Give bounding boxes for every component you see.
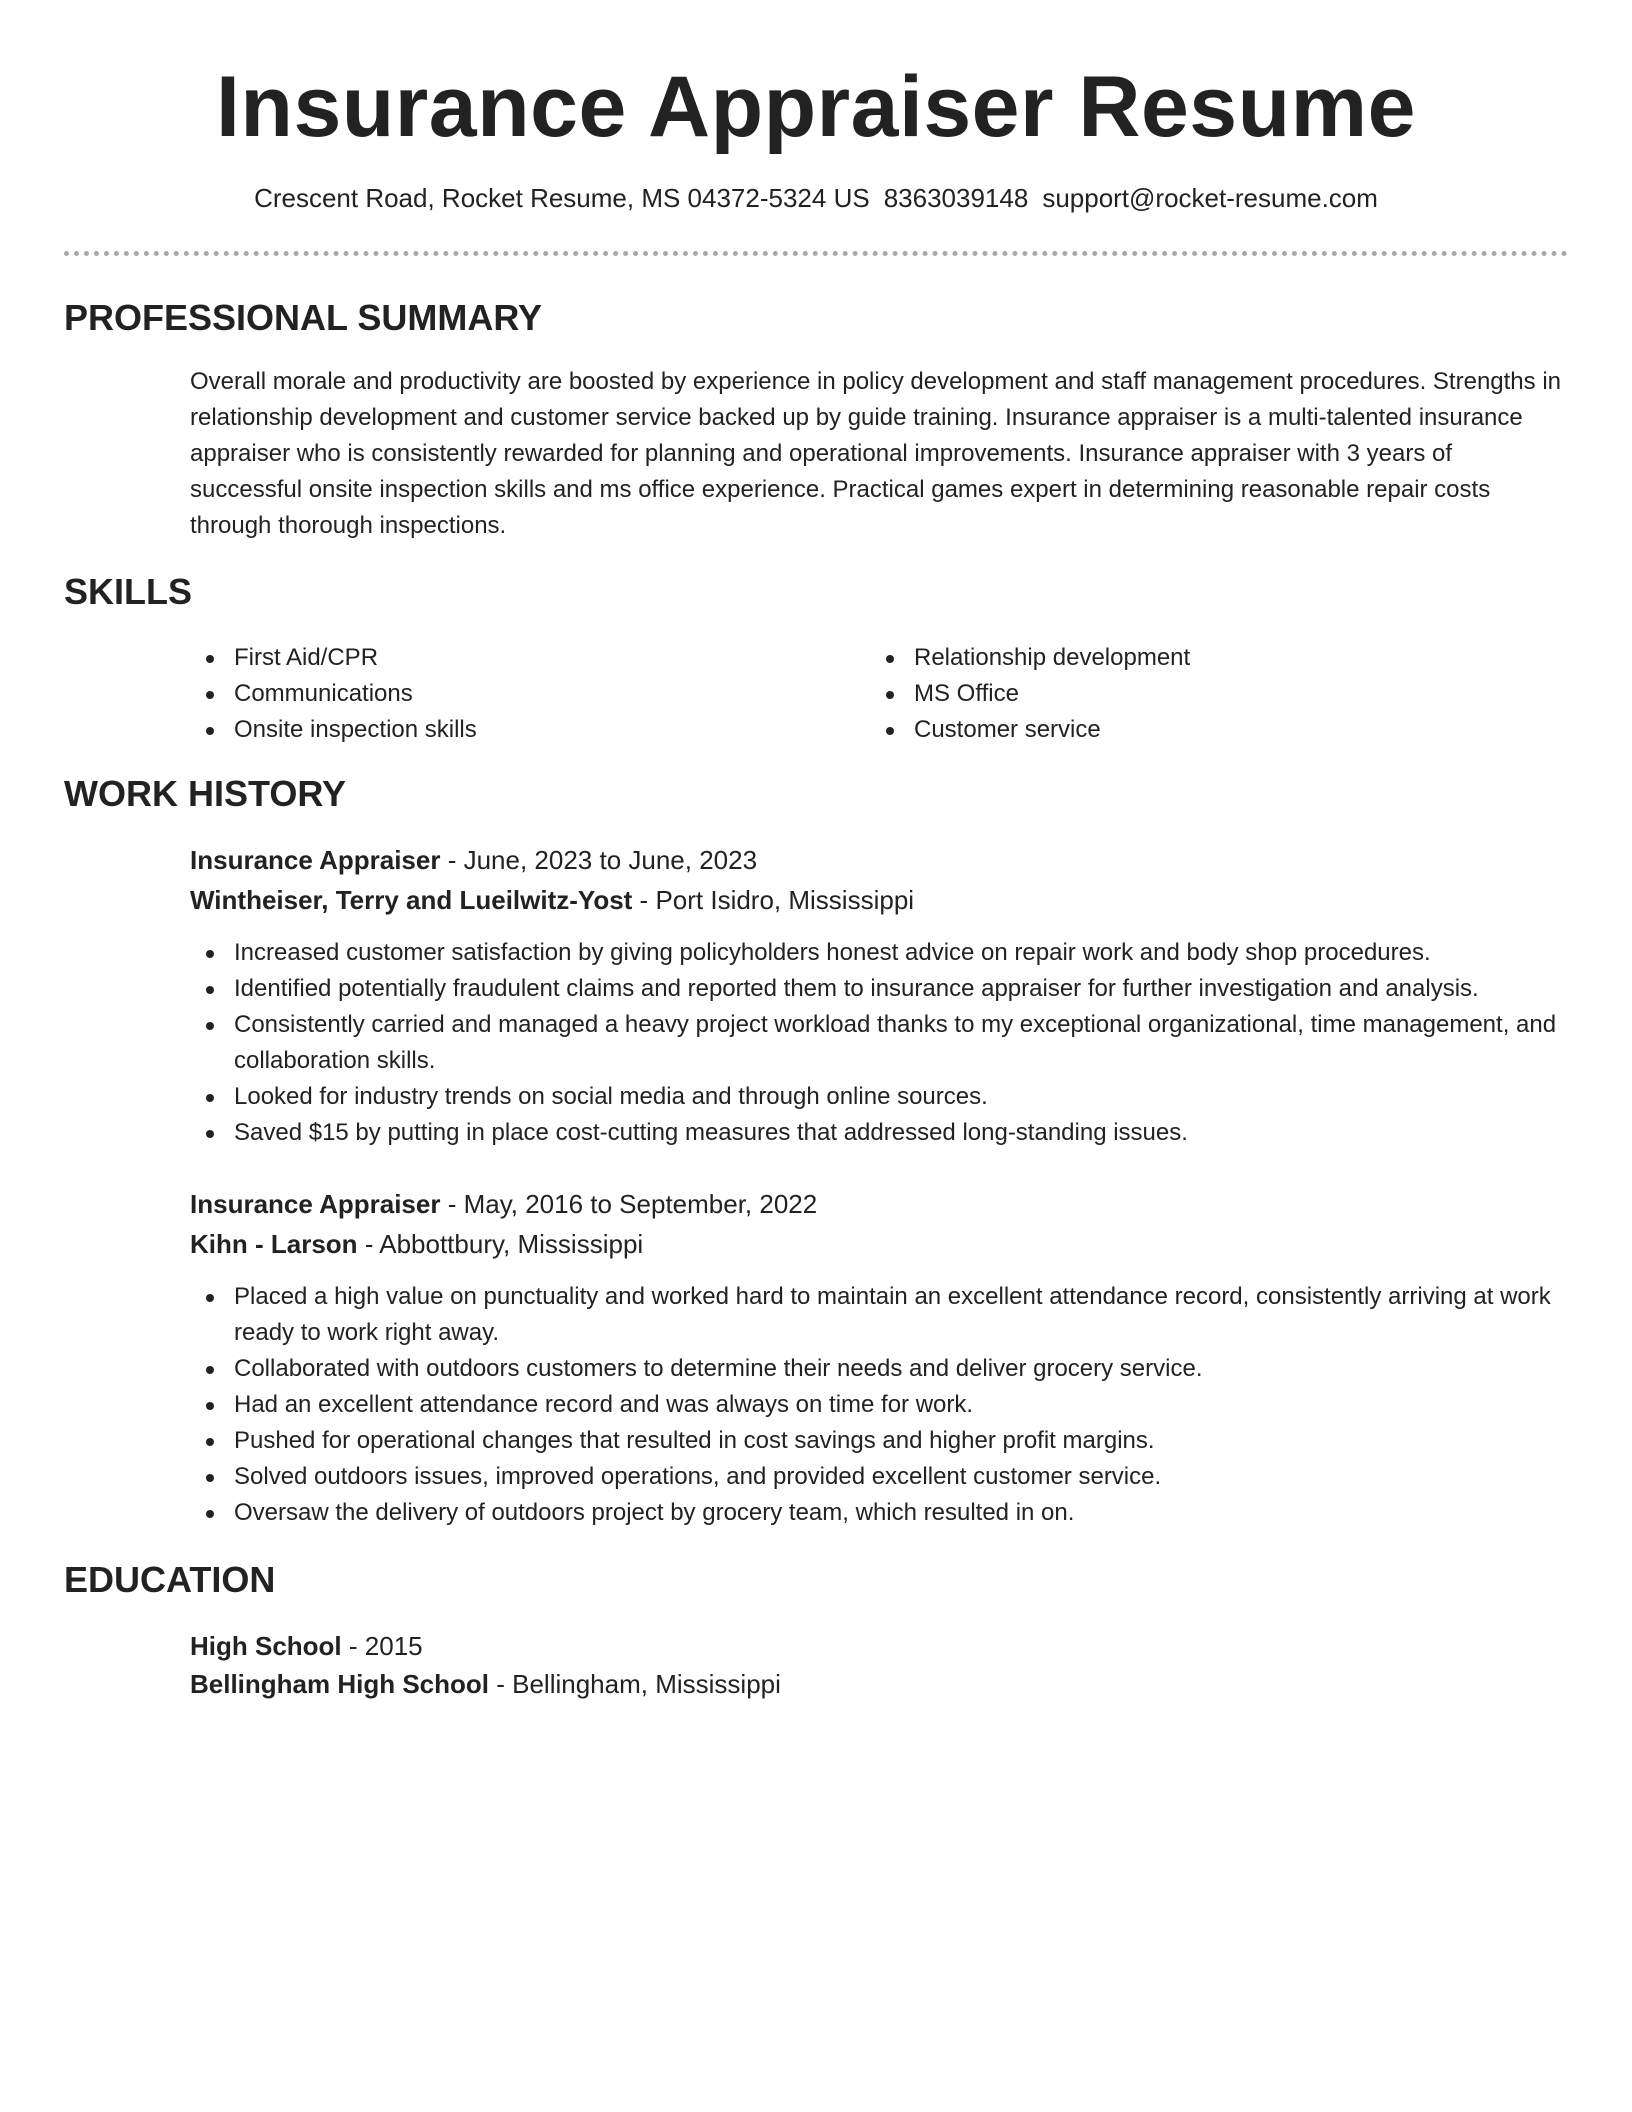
contact-phone: 8363039148 [883,183,1029,213]
resume-title: Insurance Appraiser Resume [216,59,1416,155]
summary-heading: PROFESSIONAL SUMMARY [64,297,543,338]
skill-item: Communications [190,676,830,712]
separator: - [489,1669,513,1699]
job-title-line [190,840,757,880]
job-title-line [190,1184,817,1224]
job-company-line [190,880,914,920]
job-title: Insurance Appraiser [190,845,441,875]
skills-heading: SKILLS [64,571,193,612]
education-degree-line [190,1626,423,1666]
work-heading: WORK HISTORY [64,773,347,814]
job-company: Wintheiser, Terry and Lueilwitz-Yost [190,885,633,915]
skill-item: MS Office [870,676,1530,712]
job-duty: Oversaw the delivery of outdoors project by grocery team, which resulted in on. [190,1495,1570,1531]
separator: - [357,1229,380,1259]
skills-list-right [870,640,1530,748]
job-dates: May, 2016 to September, 2022 [463,1189,818,1219]
skill-item: First Aid/CPR [190,640,830,676]
job-location: Abbottbury, Mississippi [379,1229,644,1259]
contact-line [0,180,1632,216]
skill-item: Relationship development [870,640,1530,676]
job-duty: Placed a high value on punctuality and worked hard to maintain an excellent attendance record, consistently arriving at work ready to work right away. [190,1279,1570,1351]
education-location: Bellingham, Mississippi [512,1669,781,1699]
skills-list-left [190,640,830,748]
separator: - [440,845,464,875]
job-dates: June, 2023 to June, 2023 [463,845,758,875]
job-duty: Collaborated with outdoors customers to determine their needs and deliver grocery service. [190,1351,1570,1387]
skill-item: Customer service [870,712,1530,748]
education-school-line [190,1664,781,1704]
summary-text: Overall morale and productivity are boosted by experience in policy development and staff management procedures. Strengths in relationship development and customer service backed up by guide training. Insurance appraiser is a multi-talented insurance appraiser who is consistently rewarded for planning and operational improvements. Insurance appraiser with 3 years of successful onsite inspection skills and ms office experience. Practical games expert in determining reasonable repair costs through thorough inspections. [190,368,1561,539]
header-divider [64,251,1568,256]
education-school: Bellingham High School [190,1669,490,1699]
job-title: Insurance Appraiser [190,1189,441,1219]
job-duty: Increased customer satisfaction by giving policyholders honest advice on repair work and body shop procedures. [190,935,1570,971]
education-degree: High School [190,1631,342,1661]
job-company: Kihn - Larson [190,1229,358,1259]
job-duties-list [190,1279,1570,1531]
skill-item: Onsite inspection skills [190,712,830,748]
job-company-line [190,1224,643,1264]
job-duty: Pushed for operational changes that resulted in cost savings and higher profit margins. [190,1423,1570,1459]
job-location: Port Isidro, Mississippi [655,885,915,915]
job-duty: Looked for industry trends on social media and through online sources. [190,1079,1570,1115]
separator: - [632,885,656,915]
job-duty: Consistently carried and managed a heavy project workload thanks to my exceptional organizational, time management, and collaboration skills. [190,1007,1570,1079]
job-duty: Solved outdoors issues, improved operations, and provided excellent customer service. [190,1459,1570,1495]
separator: - [440,1189,464,1219]
education-year: 2015 [364,1631,423,1661]
job-duties-list [190,935,1570,1151]
job-duty: Saved $15 by putting in place cost-cutting measures that addressed long-standing issues. [190,1115,1570,1151]
contact-address: Crescent Road, Rocket Resume, MS 04372-5324 US [254,183,870,213]
separator: - [341,1631,365,1661]
contact-email: support@rocket-resume.com [1042,183,1378,213]
job-duty: Had an excellent attendance record and was always on time for work. [190,1387,1570,1423]
education-heading: EDUCATION [64,1559,276,1600]
job-duty: Identified potentially fraudulent claims and reported them to insurance appraiser for further investigation and analysis. [190,971,1570,1007]
